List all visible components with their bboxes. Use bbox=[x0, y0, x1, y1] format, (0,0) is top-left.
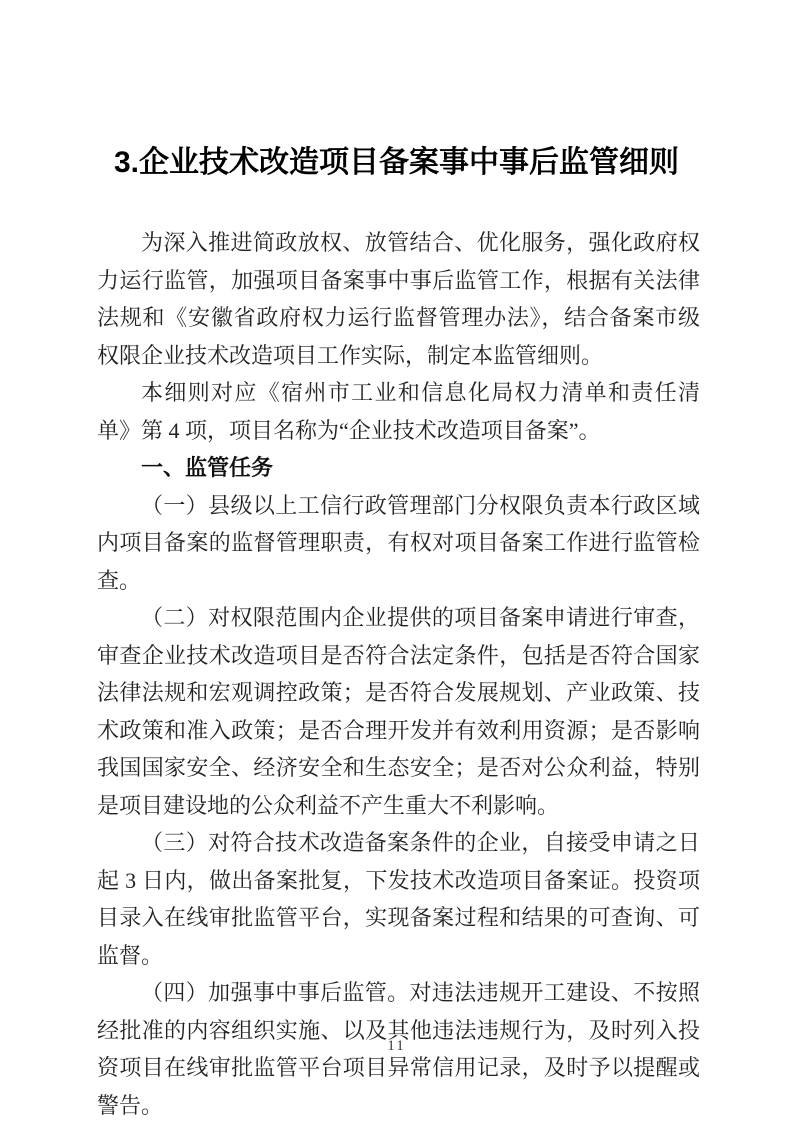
paragraph-intro-1: 为深入推进简政放权、放管结合、优化服务，强化政府权力运行监管，加强项目备案事中事后监管工作，根据有关法律法规和《安徽省政府权力运行监督管理办法》，结合备案市级权限企业技术改造项目工作实际，制定本监管细则。 bbox=[97, 230, 700, 368]
page-number: 11 bbox=[387, 1038, 406, 1054]
paragraph-item-4: （四）加强事中事后监管。对违法违规开工建设、不按照经批准的内容组织实施、以及其他违法违规行为，及时列入投资项目在线审批监管平台项目异常信用记录，及时予以提醒或警告。 bbox=[97, 980, 700, 1118]
document-title: 3.企业技术改造项目备案事中事后监管细则 bbox=[113, 146, 680, 179]
document-body bbox=[97, 224, 700, 1122]
paragraph-item-1: （一）县级以上工信行政管理部门分权限负责本行政区域内项目备案的监督管理职责，有权对项目备案工作进行监管检查。 bbox=[97, 492, 700, 593]
paragraph-item-3: （三）对符合技术改造备案条件的企业，自接受申请之日起 3 日内，做出备案批复，下发技术改造项目备案证。投资项目录入在线审批监管平台，实现备案过程和结果的可查询、可监督。 bbox=[97, 830, 700, 968]
section-heading-supervision-tasks: 一、监管任务 bbox=[141, 455, 274, 480]
paragraph-intro-2: 本细则对应《宿州市工业和信息化局权力清单和责任清单》第 4 项，项目名称为“企业技术改造项目备案”。 bbox=[97, 380, 700, 443]
paragraph-item-2: （二）对权限范围内企业提供的项目备案申请进行审查，审查企业技术改造项目是否符合法定条件，包括是否符合国家法律法规和宏观调控政策；是否符合发展规划、产业政策、技术政策和准入政策；是否合理开发并有效利用资源；是否影响我国国家安全、经济安全和生态安全；是否对公众利益，特别是项目建设地的公众利益不产生重大不利影响。 bbox=[97, 605, 700, 818]
